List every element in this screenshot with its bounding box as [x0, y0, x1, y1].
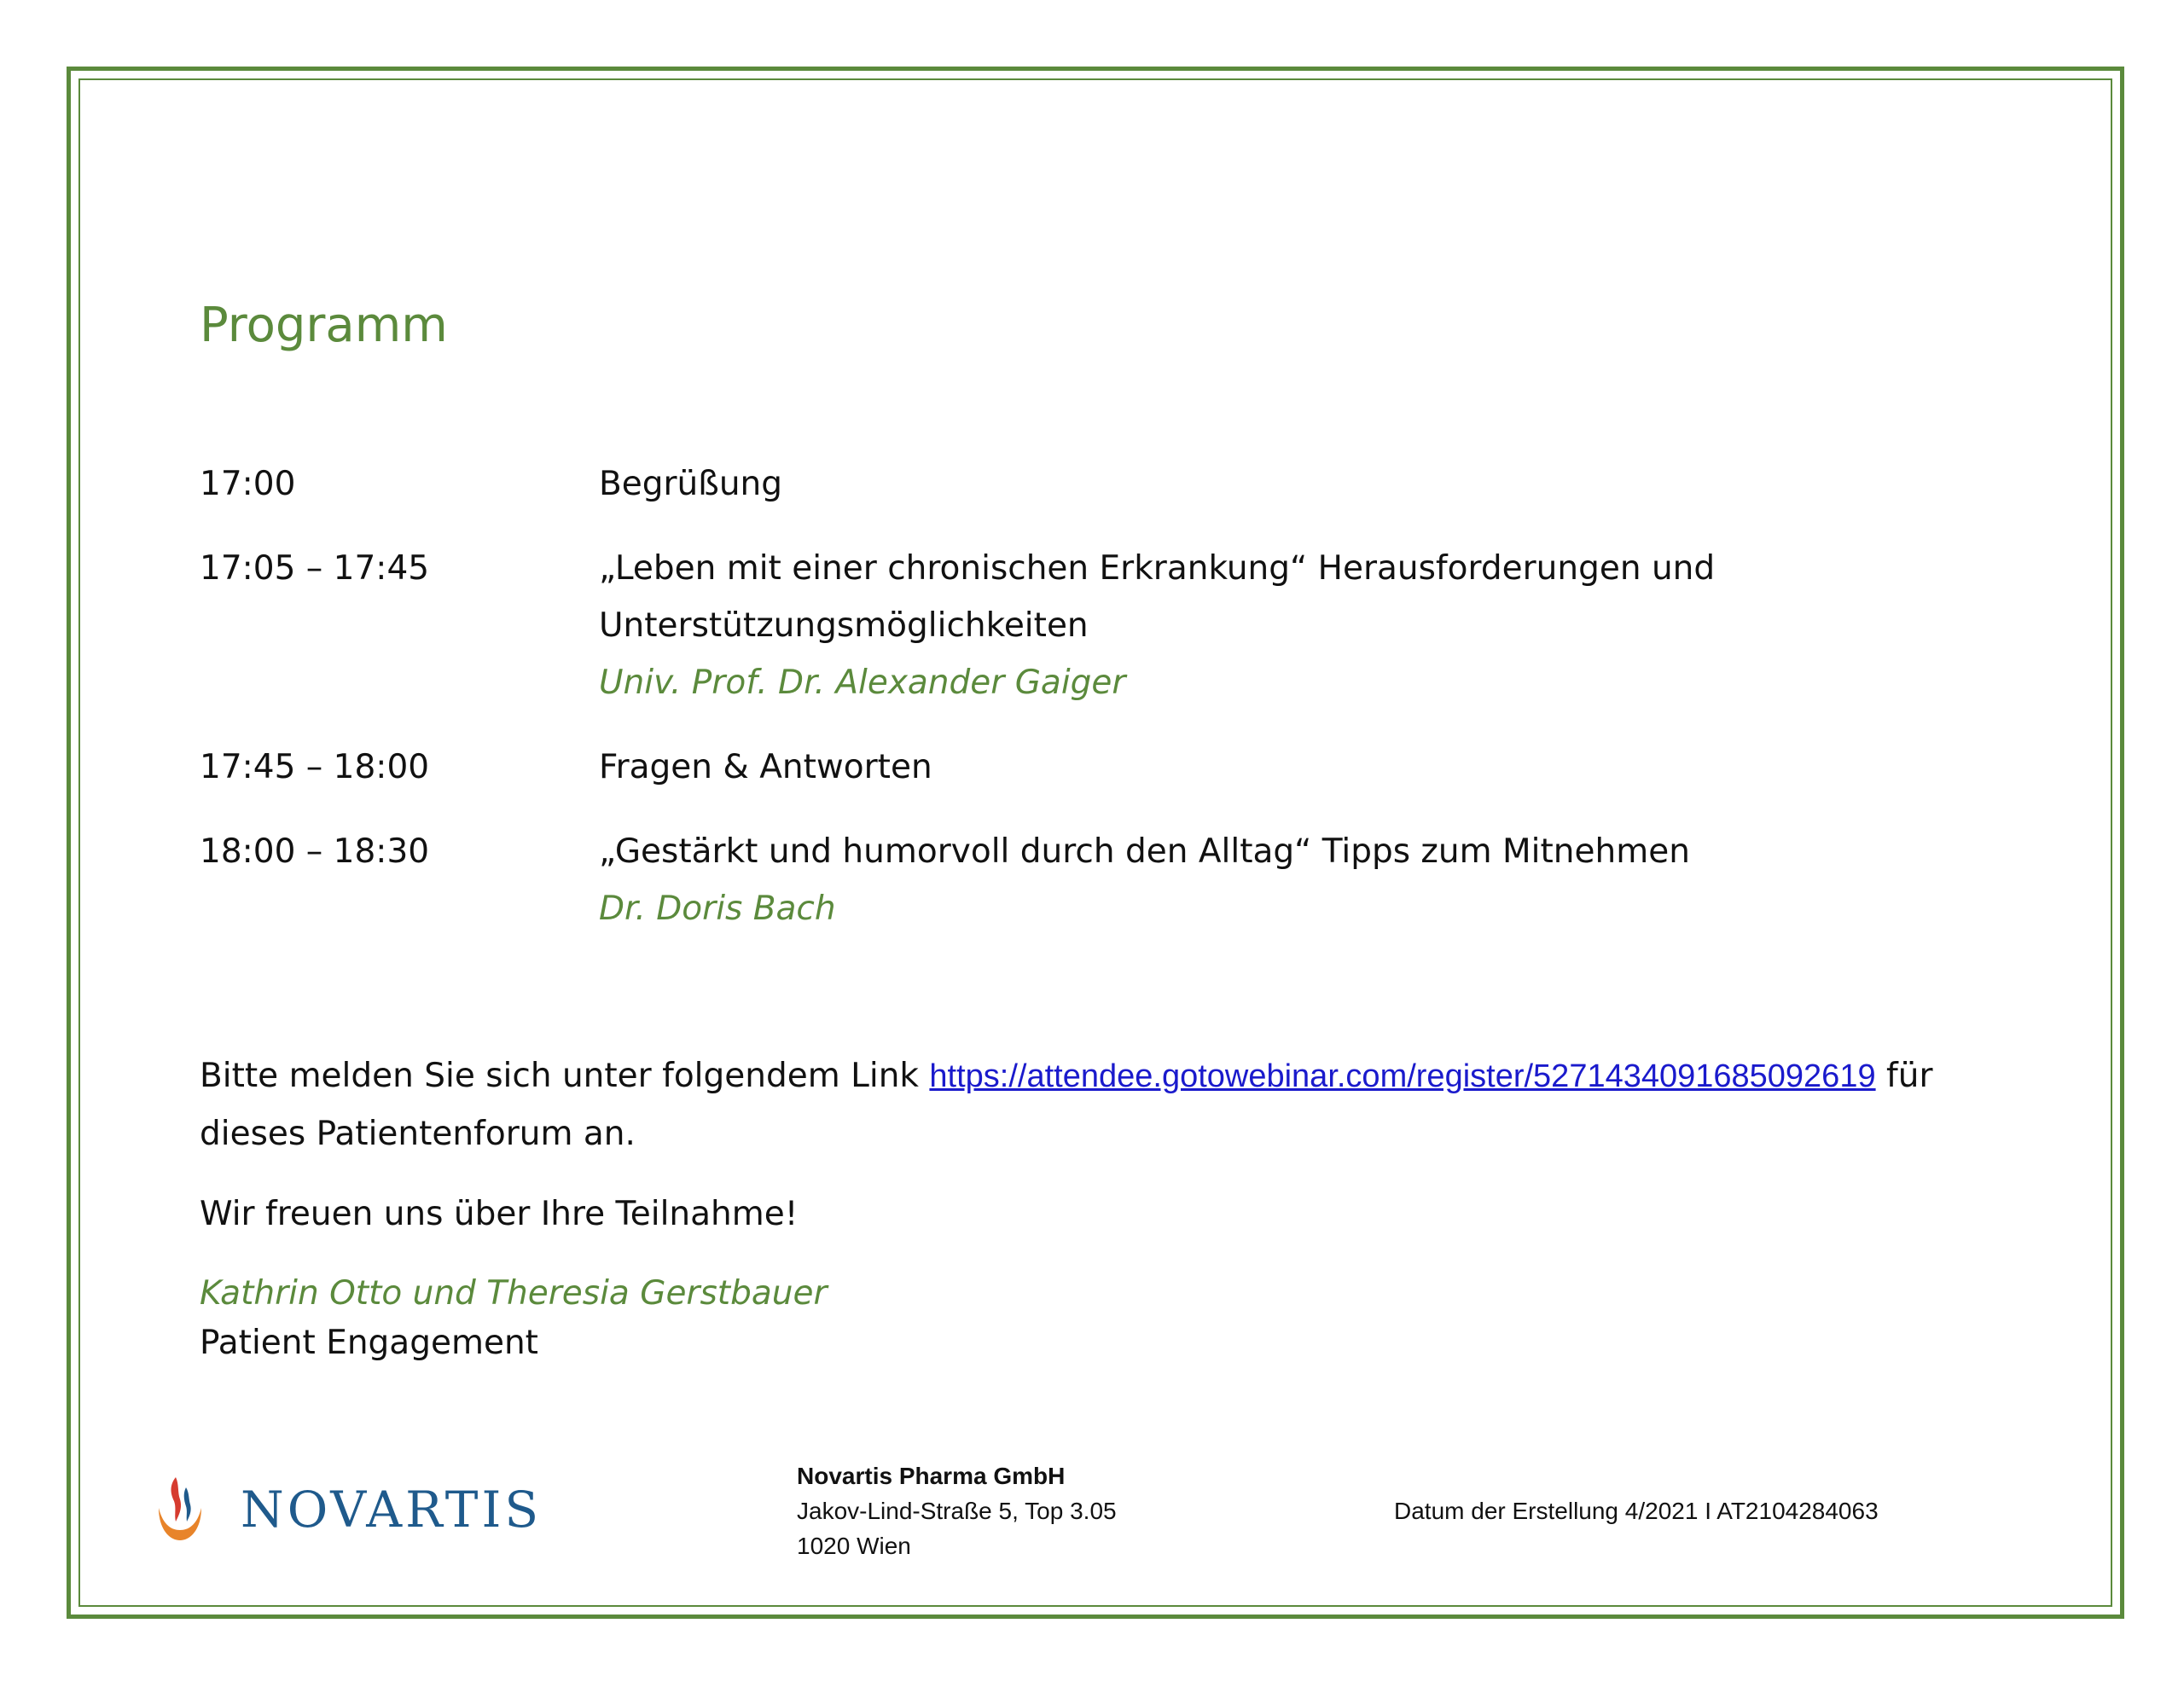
novartis-flame-icon	[150, 1474, 210, 1545]
program-speaker: Dr. Doris Bach	[599, 890, 836, 928]
signature-block	[200, 1269, 827, 1368]
registration-text-before: Bitte melden Sie sich unter folgendem Link	[200, 1057, 930, 1095]
creation-date: Datum der Erstellung 4/2021 I AT2104284063	[1394, 1498, 1879, 1524]
program-topic: Fragen & Antworten	[599, 748, 932, 786]
novartis-logo	[150, 1474, 542, 1545]
program-topic: „Leben mit einer chronischen Erkrankung“ Herausforderungen und	[599, 549, 1716, 588]
registration-line	[200, 1047, 2034, 1105]
company-name: Novartis Pharma GmbH	[797, 1463, 1066, 1489]
program-speaker: Univ. Prof. Dr. Alexander Gaiger	[599, 664, 1126, 702]
program-content	[599, 455, 1991, 513]
program-topic: „Gestärkt und humorvoll durch den Alltag“ Tipps zum Mitnehmen	[599, 832, 1690, 871]
thanks-text: Wir freuen uns über Ihre Teilnahme!	[200, 1195, 799, 1233]
company-city: 1020 Wien	[797, 1533, 911, 1559]
program-list	[200, 455, 1991, 965]
logo-wordmark: NOVARTIS	[241, 1481, 543, 1539]
program-content	[599, 739, 1991, 796]
registration-paragraph	[200, 1047, 2034, 1162]
program-time: 17:00	[200, 465, 296, 503]
company-address	[797, 1458, 1117, 1563]
program-row	[200, 455, 1991, 513]
program-time: 17:45 – 18:00	[200, 748, 430, 786]
program-topic-continued: Unterstützungsmöglichkeiten	[599, 606, 1089, 645]
program-time: 17:05 – 17:45	[200, 549, 430, 588]
page-title: Programm	[200, 298, 448, 353]
program-time: 18:00 – 18:30	[200, 832, 430, 871]
registration-text-after: für	[1875, 1057, 1933, 1095]
registration-link[interactable]: https://attendee.gotowebinar.com/register/5271434091685092619	[929, 1058, 1876, 1094]
program-row	[200, 739, 1991, 796]
program-row	[200, 823, 1991, 937]
program-row	[200, 540, 1991, 711]
program-content	[599, 823, 1991, 937]
company-street: Jakov-Lind-Straße 5, Top 3.05	[797, 1498, 1117, 1524]
signer-department: Patient Engagement	[200, 1324, 538, 1362]
program-topic: Begrüßung	[599, 465, 783, 503]
program-content	[599, 540, 1991, 711]
registration-line-2: dieses Patientenforum an.	[200, 1115, 636, 1153]
signer-names: Kathrin Otto und Theresia Gerstbauer	[200, 1274, 828, 1313]
